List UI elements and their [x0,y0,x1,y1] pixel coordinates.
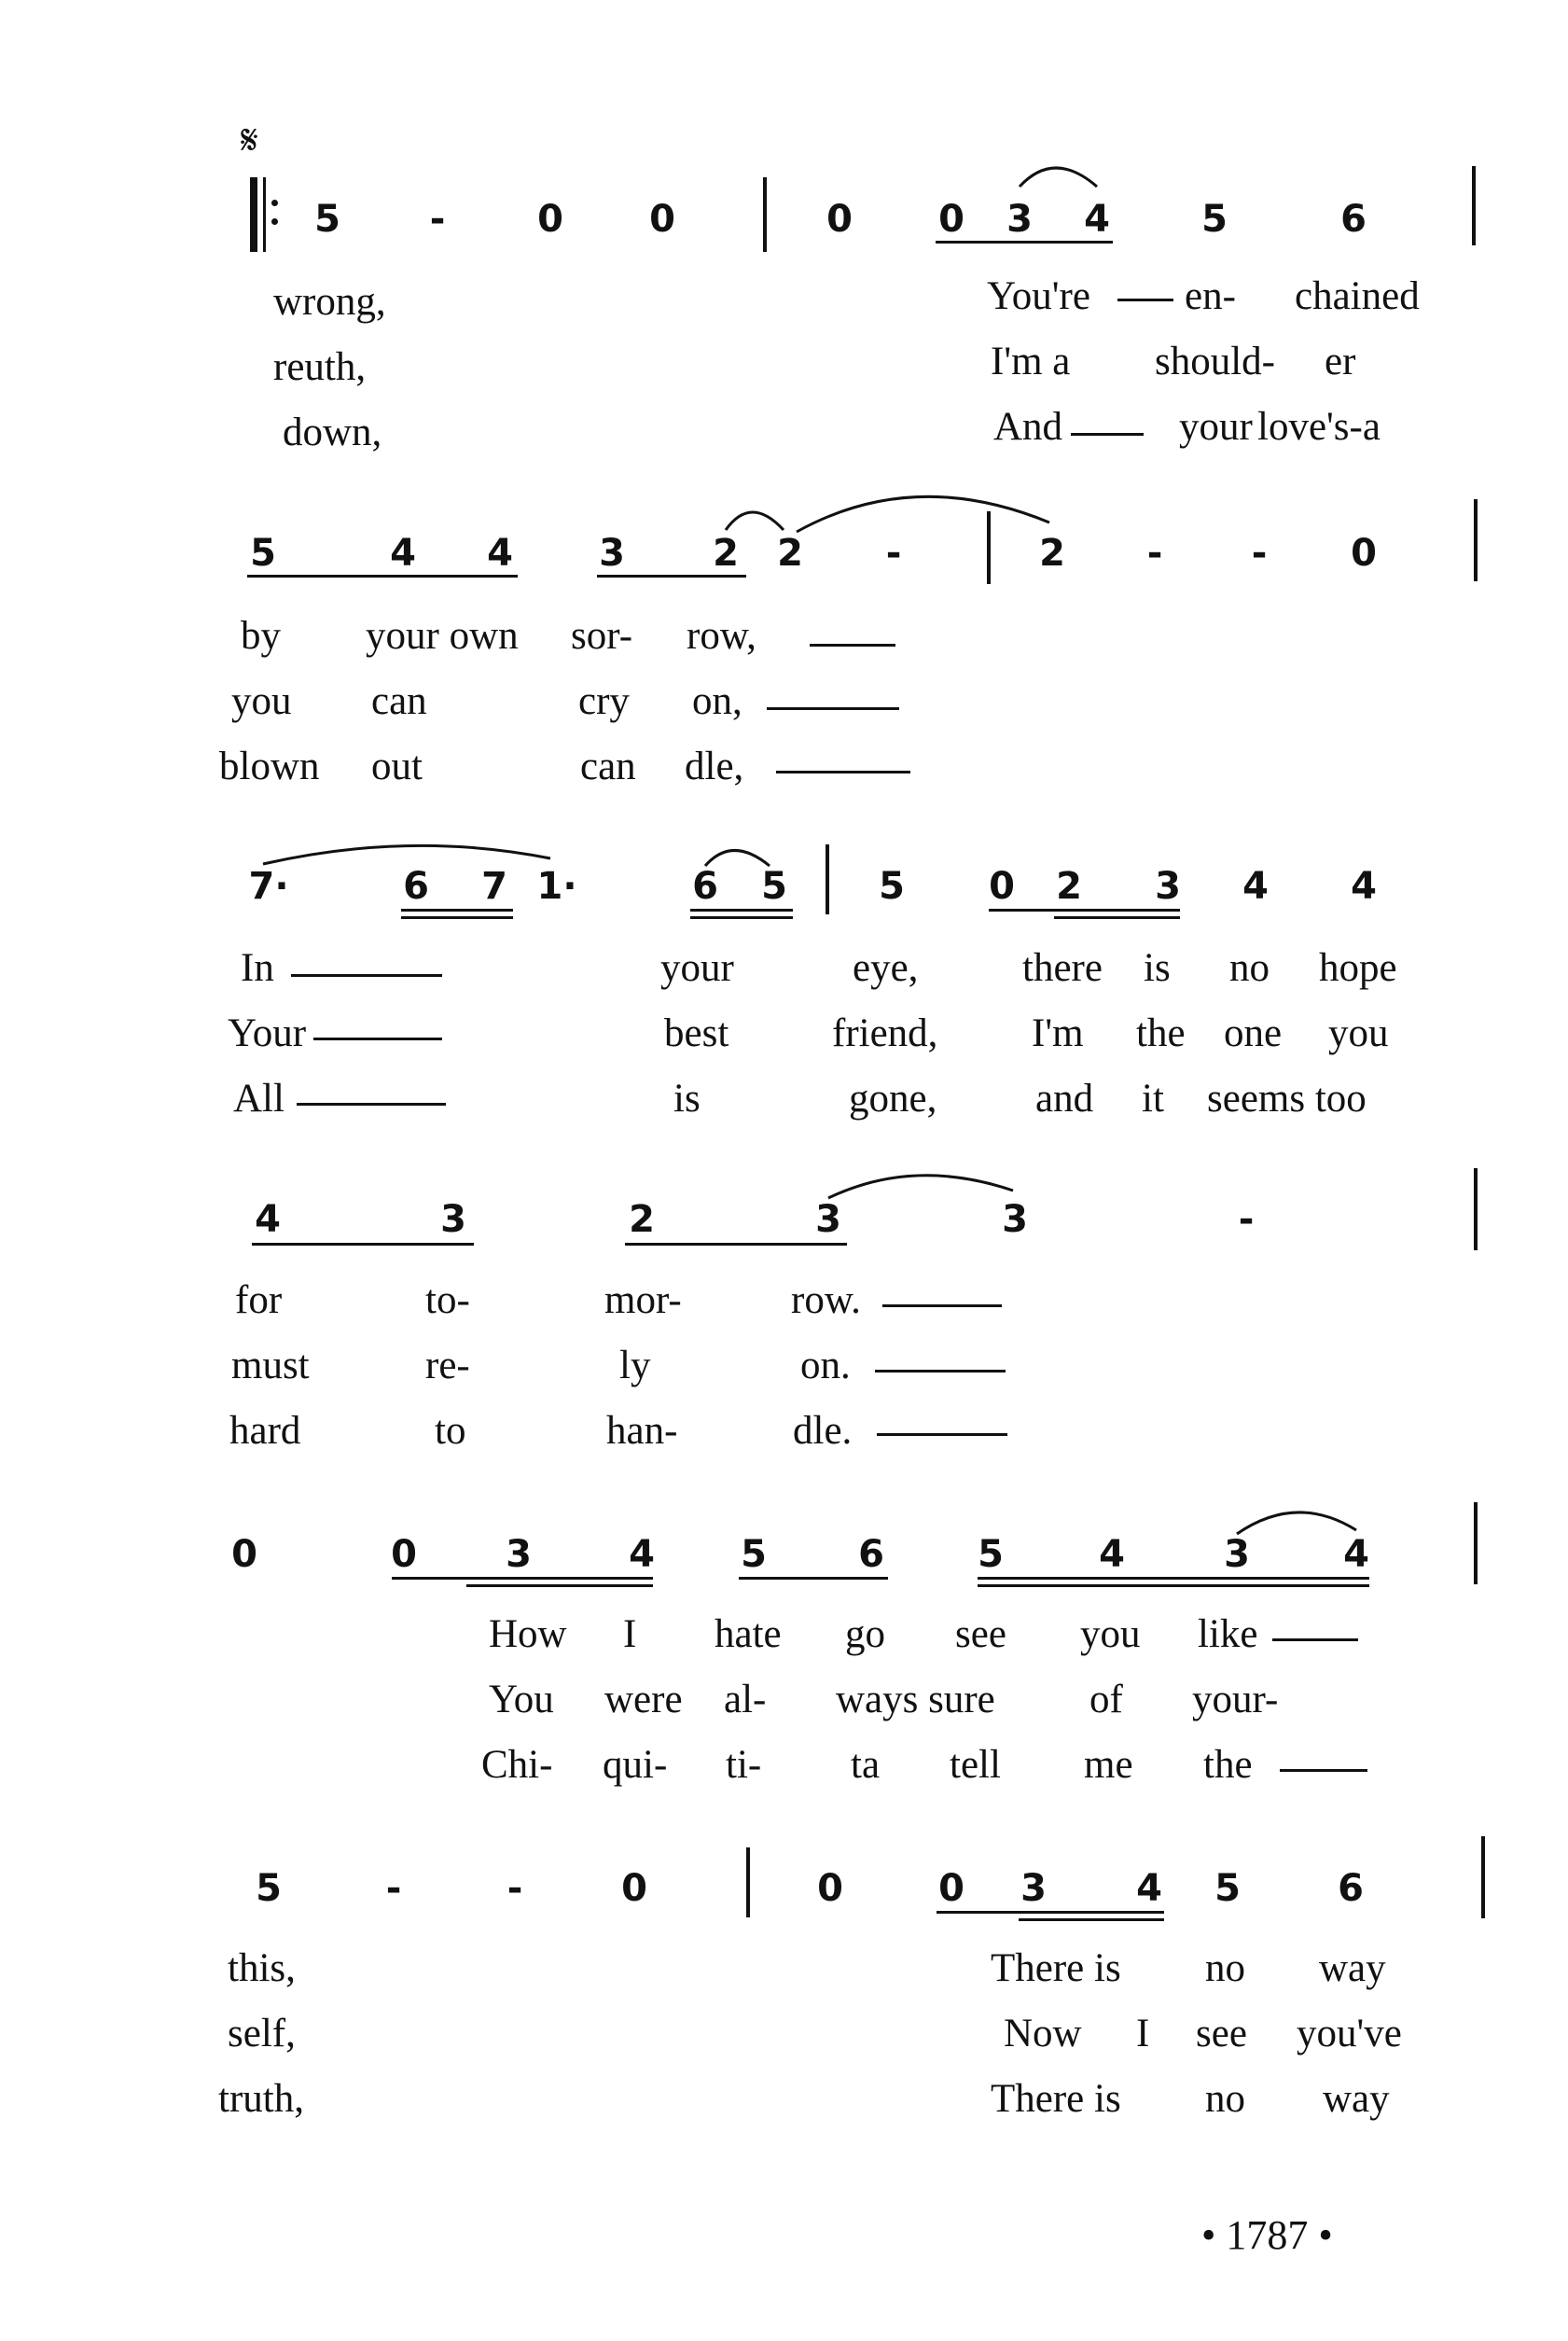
segno-sign: 𝄋 [241,117,258,164]
lyric-word: seems too [1207,1077,1367,1121]
lyric-word: no [1205,2077,1245,2121]
note: 3 [440,1198,466,1241]
slur [1237,1512,1356,1534]
lyric-word: mor- [604,1278,682,1322]
underline [247,575,518,578]
slur [263,845,550,864]
extender-line [875,1370,1006,1373]
underline [937,1911,1164,1914]
lyric-word: it [1142,1077,1164,1121]
lyric-word: How [489,1612,567,1656]
note: 0 [621,1867,647,1910]
note: 1· [536,865,577,908]
lyric-word: eye, [853,946,919,990]
lyric-word: way [1319,1946,1386,1990]
note: 7· [248,865,289,908]
note: - [429,198,446,241]
underline [466,1584,653,1587]
underline [401,916,513,919]
repeat-dot-top [271,200,278,206]
lyric-word: no [1229,946,1270,990]
underline [936,241,1113,244]
lyric-word: one [1224,1011,1283,1055]
lyric-word: you [231,679,292,723]
note: 4 [1343,1533,1369,1576]
extender-line [291,974,442,977]
lyric-word: to [435,1409,466,1453]
repeat-start-thin-bar [263,177,266,252]
note: 4 [629,1533,655,1576]
lyric-word: the [1136,1011,1186,1055]
lyric-word: on. [800,1344,851,1387]
note: 7 [481,865,507,908]
lyric-word: There is [991,1946,1121,1990]
lyric-word: see [955,1612,1006,1656]
note: 5 [1201,198,1228,241]
slur [797,496,1049,532]
note: 0 [391,1533,417,1576]
lyric-word: should- [1155,340,1275,383]
lyric-word: there [1022,946,1103,990]
note: - [506,1867,523,1910]
note: 0 [649,198,675,241]
page-number: • 1787 • [1201,2212,1333,2258]
extender-line [767,707,899,710]
note: 2 [1056,865,1082,908]
slur [705,851,770,867]
note: 5 [314,198,340,241]
extender-line [313,1038,442,1040]
lyric-word: friend, [832,1011,938,1055]
lyric-word: You [489,1678,554,1721]
lyric-word: In [241,946,274,990]
lyric-word: ways sure [836,1678,995,1721]
lyric-word: out [371,745,423,788]
note: 0 [938,198,964,241]
lyric-word: I [1136,2012,1150,2055]
lyric-word: down, [283,411,382,454]
note: 2 [777,532,803,575]
lyric-word: love's-a [1257,405,1381,449]
lyric-word: way [1323,2077,1390,2121]
underline [690,909,793,912]
barline [826,844,829,914]
note: 4 [1351,865,1377,908]
lyric-word: you [1328,1011,1389,1055]
lyric-word: were [604,1678,683,1721]
lyric-word: hard [229,1409,301,1453]
note: 6 [403,865,429,908]
note: 3 [1002,1198,1028,1241]
lyric-word: ly [619,1344,651,1387]
underline [978,1577,1369,1580]
extender-line [1071,433,1144,436]
underline [989,909,1180,912]
underline [1019,1918,1164,1921]
lyric-word: reuth, [273,345,367,389]
note: 4 [1084,198,1110,241]
lyric-word: the [1203,1743,1253,1787]
underline [739,1577,888,1580]
barline [1474,499,1478,581]
lyric-word: row. [791,1278,861,1322]
repeat-start-thick-bar [250,177,257,252]
lyric-word: Now [1004,2012,1082,2055]
note: 3 [599,532,625,575]
note: - [1146,532,1163,575]
lyric-word: you've [1297,2012,1402,2055]
lyric-word: chained [1295,274,1420,318]
lyric-word: qui- [603,1743,668,1787]
lyric-word: hate [715,1612,782,1656]
lyric-word: can [371,679,427,723]
note: 5 [761,865,787,908]
barline [1481,1836,1485,1918]
lyric-word: I'm a [991,340,1071,383]
lyric-word: by [241,614,281,658]
extender-line [877,1433,1007,1436]
underline [401,909,513,912]
lyric-word: see [1196,2012,1247,2055]
underline [392,1577,653,1580]
lyric-word: Chi- [481,1743,553,1787]
lyric-word: to- [425,1278,470,1322]
note: 0 [817,1867,843,1910]
note: 0 [1351,532,1377,575]
lyric-word: your own [366,614,519,658]
note: 6 [1338,1867,1364,1910]
note: 2 [629,1198,655,1241]
lyric-word: gone, [849,1077,937,1121]
note: 0 [938,1867,964,1910]
lyric-word: And [993,405,1063,449]
lyric-word: me [1084,1743,1133,1787]
lyric-word: your [660,946,734,990]
lyric-word: han- [606,1409,678,1453]
note: 4 [255,1198,281,1241]
underline [625,1243,847,1246]
lyric-word: and [1035,1077,1094,1121]
lyric-word: no [1205,1946,1245,1990]
lyric-word: self, [228,2012,296,2055]
note: 3 [1020,1867,1047,1910]
note: 5 [978,1533,1004,1576]
note: 3 [506,1533,532,1576]
lyric-word: al- [724,1678,767,1721]
underline [978,1584,1369,1587]
lyric-word: There is [991,2077,1121,2121]
lyric-word: hope [1319,946,1397,990]
note: 5 [250,532,276,575]
underline [597,575,746,578]
extender-line [776,771,910,773]
note: 4 [390,532,416,575]
underline [252,1243,474,1246]
lyric-word: on, [692,679,742,723]
lyric-word: I'm [1032,1011,1084,1055]
lyric-word: of [1089,1678,1123,1721]
lyric-word: truth, [218,2077,304,2121]
note: - [1251,532,1268,575]
note: 3 [1224,1533,1250,1576]
slur [726,512,784,530]
barline [1474,1168,1478,1250]
note: 3 [1006,198,1033,241]
lyric-word: best [664,1011,729,1055]
note: 0 [826,198,853,241]
lyric-word: go [845,1612,885,1656]
note: 5 [1214,1867,1241,1910]
lyric-word: dle, [685,745,744,788]
lyric-word: dle. [793,1409,853,1453]
note: - [385,1867,402,1910]
lyric-word: Your [228,1011,307,1055]
lyric-word: your [1179,405,1253,449]
note: - [885,532,902,575]
note: 6 [858,1533,884,1576]
lyric-word: can [580,745,636,788]
lyric-word: I [623,1612,637,1656]
note: 4 [1099,1533,1125,1576]
barline [763,177,767,252]
note: 4 [487,532,513,575]
note: 4 [1136,1867,1162,1910]
lyric-word: ta [851,1743,881,1787]
note: 2 [713,532,739,575]
note: 0 [231,1533,257,1576]
lyric-word: you [1080,1612,1141,1656]
extender-line [882,1304,1002,1307]
extender-line [1272,1638,1358,1641]
note: 0 [989,865,1015,908]
lyric-word: row, [687,614,756,658]
lyric-word: for [235,1278,283,1322]
repeat-dot-bottom [271,218,278,225]
note: 0 [537,198,563,241]
underline [690,916,793,919]
note: 4 [1242,865,1269,908]
note: - [1238,1198,1255,1241]
lyric-word: blown [219,745,320,788]
lyric-word: ti- [726,1743,762,1787]
lyric-word: cry [578,679,630,723]
lyric-word: must [231,1344,310,1387]
note: 5 [879,865,905,908]
extender-line [1280,1769,1367,1772]
lyric-word: this, [228,1946,296,1990]
note: 3 [815,1198,841,1241]
lyric-word: is [673,1077,701,1121]
lyric-word: is [1144,946,1171,990]
slur [1020,168,1097,187]
extender-line [1117,299,1173,301]
lyric-word: re- [425,1344,470,1387]
lyric-word: wrong, [273,280,386,324]
extender-line [297,1103,446,1106]
barline [1472,166,1476,245]
note: 2 [1039,532,1065,575]
lyric-word: er [1325,340,1356,383]
note: 3 [1155,865,1181,908]
barline [987,511,991,584]
barline [1474,1502,1478,1584]
lyric-word: your- [1192,1678,1279,1721]
lyric-word: like [1198,1612,1258,1656]
lyric-word: tell [950,1743,1001,1787]
note: 6 [1340,198,1367,241]
extender-line [810,644,895,647]
note: 5 [741,1533,767,1576]
lyric-word: You're [987,274,1090,318]
lyric-word: en- [1185,274,1236,318]
lyric-word: sor- [571,614,633,658]
barline [746,1847,750,1917]
note: 6 [692,865,718,908]
note: 5 [256,1867,282,1910]
lyric-word: All [233,1077,284,1121]
underline [1054,916,1180,919]
slur [828,1176,1013,1198]
